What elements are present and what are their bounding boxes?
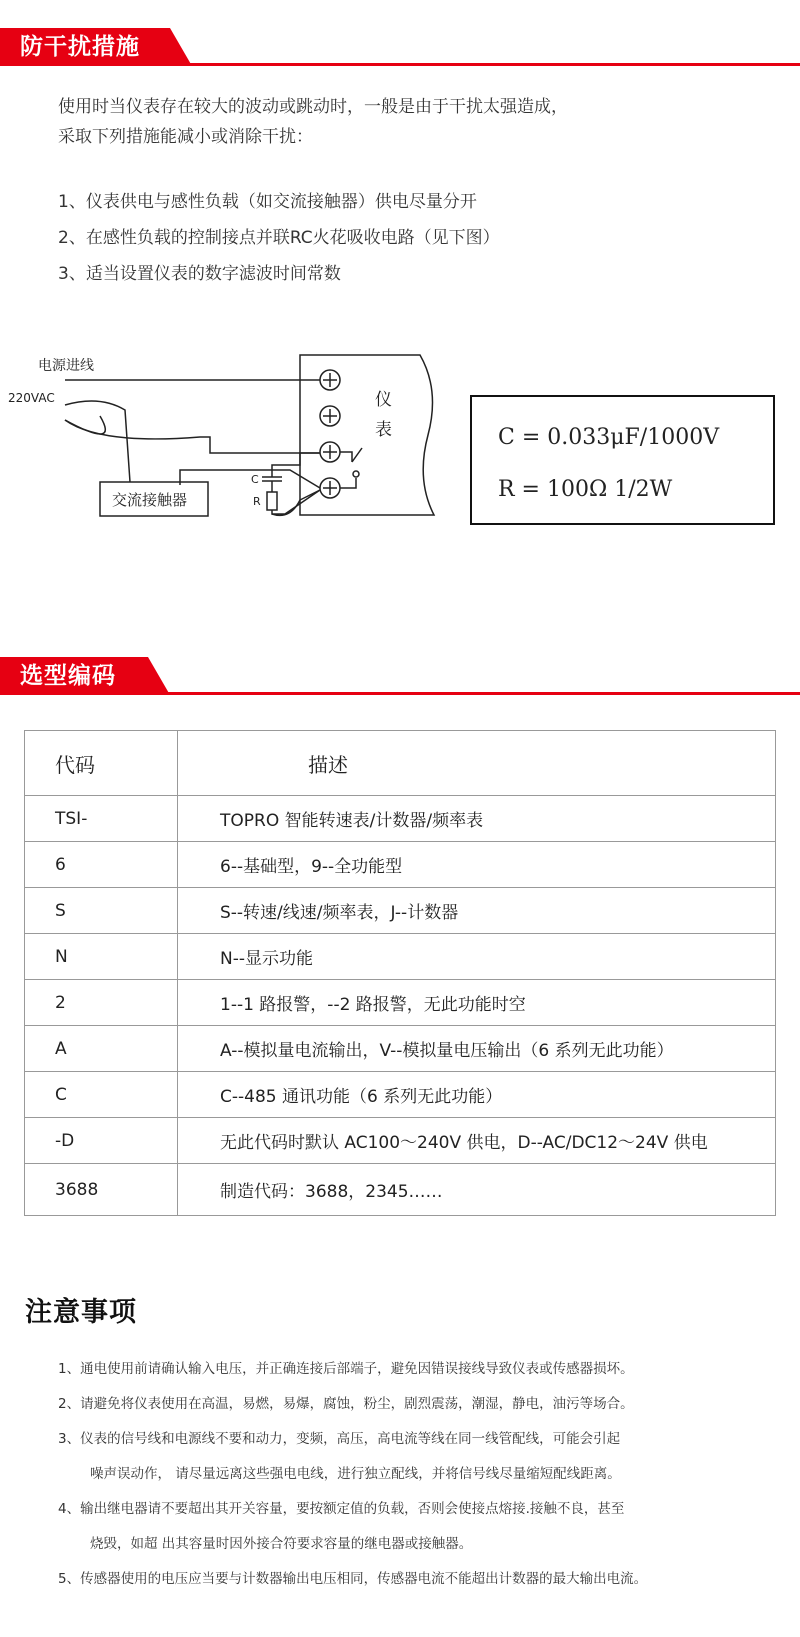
- table-row: [25, 842, 776, 888]
- note-item-continuation: 噪声误动作， 请尽量远离这些强电电线，进行独立配线，并将信号线尽量缩短配线距离。: [90, 1466, 621, 1482]
- code-cell: 6: [25, 842, 178, 888]
- description-cell: 制造代码：3688，2345……: [178, 1164, 776, 1216]
- note-item: 2、请避免将仪表使用在高温，易燃，易爆，腐蚀，粉尘，剧烈震荡，潮湿，静电，油污等场合。: [58, 1396, 634, 1412]
- resistor-label: R: [253, 495, 261, 508]
- code-cell: N: [25, 934, 178, 980]
- intro-line: 采取下列措施能减小或消除干扰：: [58, 127, 313, 147]
- formula-c: C = 0.033μF/1000V: [498, 425, 720, 450]
- code-cell: C: [25, 1072, 178, 1118]
- table-row: [25, 1164, 776, 1216]
- note-item-continuation: 烧毁，如超 出其容量时因外接合符要求容量的继电器或接触器。: [90, 1536, 473, 1552]
- table-header-row: [25, 731, 776, 796]
- table-header-cell: 代码: [25, 731, 178, 796]
- table-row: [25, 934, 776, 980]
- list-item: 1、仪表供电与感性负载（如交流接触器）供电尽量分开: [58, 192, 477, 212]
- formula-r: R = 100Ω 1/2W: [498, 477, 673, 502]
- section-title: 选型编码: [0, 657, 148, 695]
- code-cell: 3688: [25, 1164, 178, 1216]
- power-input-label: 电源进线: [38, 358, 94, 374]
- meter-label-1: 仪: [375, 390, 392, 410]
- capacitor-label: C: [251, 473, 259, 486]
- contactor-label: 交流接触器: [112, 491, 188, 509]
- intro-paragraph: [58, 92, 568, 152]
- meter-label-2: 表: [375, 420, 392, 440]
- table-row: [25, 1026, 776, 1072]
- description-cell: 1--1 路报警，--2 路报警，无此功能时空: [178, 980, 776, 1026]
- note-item: 5、传感器使用的电压应当要与计数器输出电压相同，传感器电流不能超出计数器的最大输出电流。: [58, 1571, 648, 1587]
- description-cell: 6--基础型，9--全功能型: [178, 842, 776, 888]
- description-cell: A--模拟量电流输出，V--模拟量电压输出（6 系列无此功能）: [178, 1026, 776, 1072]
- code-cell: A: [25, 1026, 178, 1072]
- code-cell: S: [25, 888, 178, 934]
- intro-line: 使用时当仪表存在较大的波动或跳动时，一般是由于干扰太强造成，: [58, 97, 568, 117]
- description-cell: 无此代码时默认 AC100～240V 供电，D--AC/DC12～24V 供电: [178, 1118, 776, 1164]
- section-title: 防干扰措施: [0, 28, 170, 66]
- note-item: 4、输出继电器请不要超出其开关容量，要按额定值的负载，否则会使接点熔接.接触不良，甚至: [58, 1501, 625, 1517]
- table-row: [25, 980, 776, 1026]
- description-cell: S--转速/线速/频率表，J--计数器: [178, 888, 776, 934]
- notes-list: [58, 1352, 647, 1597]
- section-header-anti-interference: [0, 26, 800, 66]
- table-row: [25, 1072, 776, 1118]
- rc-formula-box: [470, 395, 775, 525]
- table-row: [25, 796, 776, 842]
- list-item: 2、在感性负载的控制接点并联RC火花吸收电路（见下图）: [58, 228, 500, 248]
- code-cell: TSI-: [25, 796, 178, 842]
- section-header-model-code: [0, 655, 800, 695]
- note-item: 3、仪表的信号线和电源线不要和动力，变频，高压，高电流等线在同一线管配线，可能会引起: [58, 1431, 621, 1447]
- note-item: 1、通电使用前请确认输入电压，并正确连接后部端子，避免因错误接线导致仪表或传感器损坏。: [58, 1361, 634, 1377]
- measures-list: [58, 184, 500, 292]
- table-header-cell: 描述: [178, 731, 776, 796]
- description-cell: C--485 通讯功能（6 系列无此功能）: [178, 1072, 776, 1118]
- list-item: 3、适当设置仪表的数字滤波时间常数: [58, 264, 341, 284]
- notes-title: 注意事项: [25, 1297, 137, 1328]
- description-cell: N--显示功能: [178, 934, 776, 980]
- description-cell: TOPRO 智能转速表/计数器/频率表: [178, 796, 776, 842]
- model-code-table: [24, 730, 776, 1216]
- code-cell: 2: [25, 980, 178, 1026]
- table-row: [25, 888, 776, 934]
- voltage-label: 220VAC: [8, 391, 55, 405]
- table-row: [25, 1118, 776, 1164]
- code-cell: -D: [25, 1118, 178, 1164]
